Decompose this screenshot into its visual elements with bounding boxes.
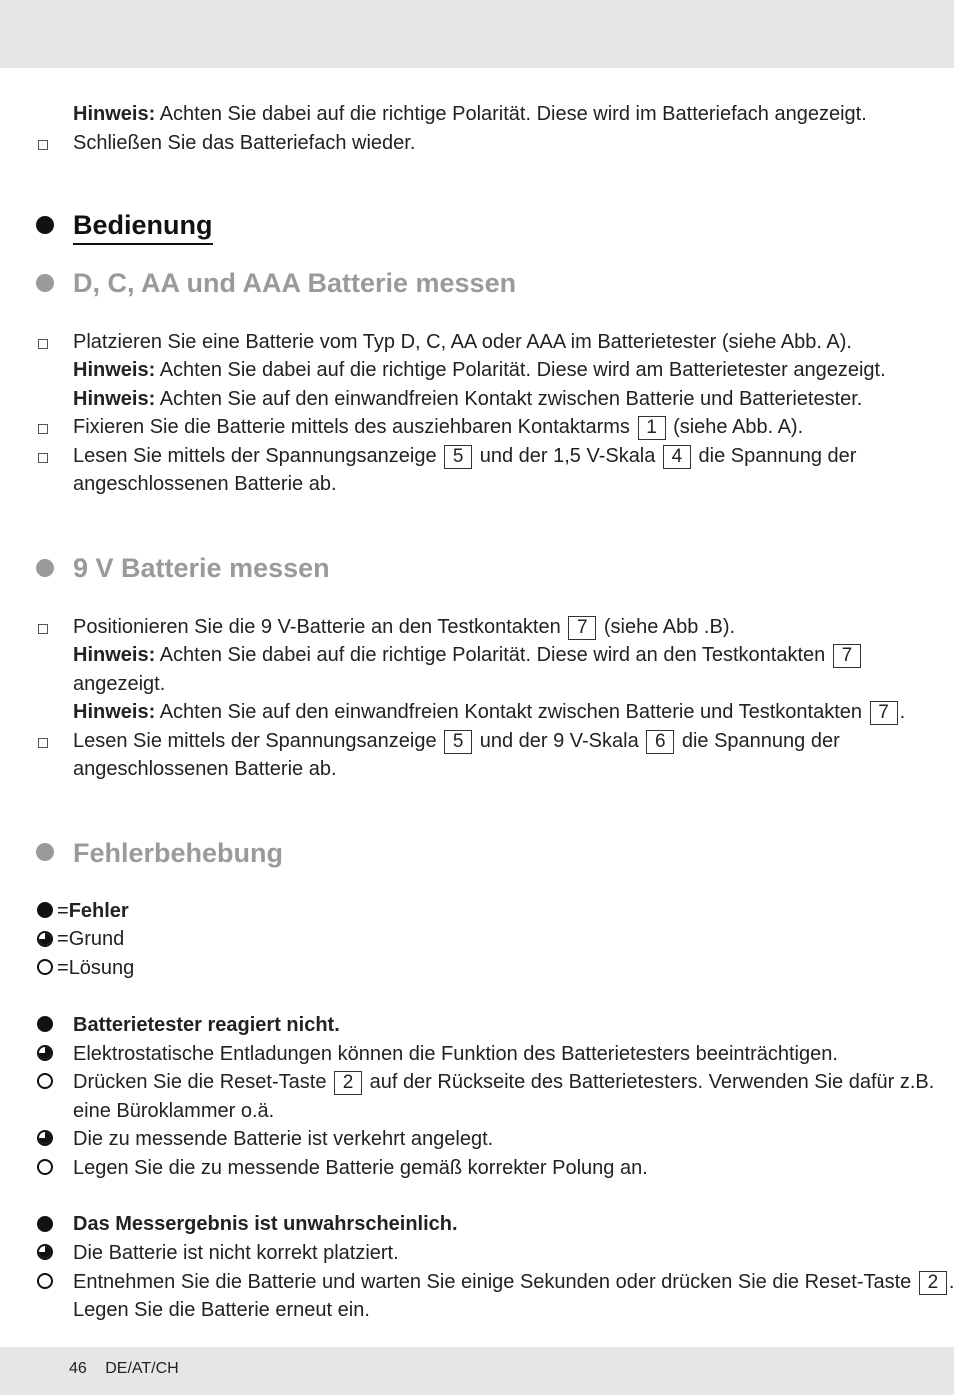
legend-grund: [57, 926, 124, 952]
step-text: und der 1,5 V-Skala: [479, 445, 656, 467]
step-text: (siehe Abb .B).: [603, 616, 736, 638]
solution-text: [73, 1269, 954, 1295]
part-number-box: 4: [663, 445, 691, 469]
cause-text: Die Batterie ist nicht korrekt platziert.: [73, 1242, 399, 1264]
footer: [69, 1360, 193, 1378]
step-read-voltage-9v-cont: angeschlossenen Batterie ab.: [73, 758, 337, 780]
hinweis-text: Achten Sie dabei auf die richtige Polarität. Diese wird am Batterietester angezeigt.: [159, 359, 886, 381]
hinweis-label: Hinweis:: [73, 644, 156, 666]
step-text: Fixieren Sie die Batterie mittels des ausziehbaren Kontaktarms: [73, 416, 630, 438]
step-text: die Spannung der: [681, 730, 840, 752]
part-number-box: 7: [833, 644, 861, 668]
equals-sign: =: [57, 928, 69, 950]
step-fix-battery: [73, 414, 803, 440]
hinweis-contact: [73, 386, 862, 412]
legend-loesung: [57, 955, 134, 981]
hinweis-label: Hinweis:: [73, 359, 156, 381]
problem-title: Batterietester reagiert nicht.: [73, 1014, 340, 1036]
loesung-icon: [37, 1073, 53, 1089]
legend-label: Fehler: [68, 900, 129, 922]
step-read-voltage-cont: angeschlossenen Batterie ab.: [73, 473, 337, 495]
locale-label: DE/AT/CH: [105, 1360, 179, 1377]
part-number-box: 7: [870, 701, 898, 725]
step-text: Drücken Sie die Reset-Taste: [73, 1071, 327, 1093]
legend-label: Grund: [68, 928, 125, 950]
section-bullet-icon: [36, 559, 54, 577]
part-number-box: 6: [646, 730, 674, 754]
grund-icon: [37, 1244, 53, 1260]
part-number-box: 2: [919, 1271, 947, 1295]
hinweis-contact-9v: [73, 699, 905, 725]
step-text: Entnehmen Sie die Batterie und warten Sie einige Sekunden oder drücken Sie die Reset-Taste: [73, 1271, 912, 1293]
hinweis-polarity-9v: [73, 642, 863, 668]
part-number-box: 2: [334, 1071, 362, 1095]
fehler-icon: [37, 1016, 53, 1032]
grund-icon: [37, 1130, 53, 1146]
section-title-fehlerbehebung: Fehlerbehebung: [73, 838, 284, 868]
grund-icon: [37, 1045, 53, 1061]
punctuation: .: [899, 701, 906, 723]
section-bullet-icon: [36, 274, 54, 292]
hinweis-text: Achten Sie auf den einwandfreien Kontakt zwischen Batterie und Batterietester.: [159, 388, 863, 410]
loesung-icon: [37, 1159, 53, 1175]
checkbox-bullet: [38, 140, 48, 150]
solution-text-cont: eine Büroklammer o.ä.: [73, 1100, 275, 1122]
hinweis-label: Hinweis:: [73, 103, 156, 125]
step-text: (siehe Abb. A).: [673, 416, 804, 438]
step-read-voltage: [73, 443, 856, 469]
section-title-bedienung: Bedienung: [73, 208, 213, 245]
hinweis-text: Achten Sie dabei auf die richtige Polarität. Diese wird an den Testkontakten: [159, 644, 826, 666]
part-number-box: 5: [444, 730, 472, 754]
fehler-icon: [37, 902, 53, 918]
step-text: die Spannung der: [698, 445, 857, 467]
step-place-battery: Platzieren Sie eine Batterie vom Typ D, C, AA oder AAA im Batterietester (siehe Abb. A).: [73, 331, 852, 353]
step-close-compartment: Schließen Sie das Batteriefach wieder.: [73, 132, 416, 154]
legend-fehler: [57, 898, 129, 924]
step-read-voltage-9v: [73, 728, 840, 754]
step-text: Lesen Sie mittels der Spannungsanzeige: [73, 730, 437, 752]
header-bar: [0, 0, 954, 68]
part-number-box: 7: [568, 616, 596, 640]
hinweis-text: Achten Sie auf den einwandfreien Kontakt zwischen Batterie und Testkontakten: [159, 701, 863, 723]
section-title-dcaa: D, C, AA und AAA Batterie messen: [73, 268, 517, 298]
punctuation: .: [948, 1271, 954, 1293]
section-title-9v: 9 V Batterie messen: [73, 553, 330, 583]
checkbox-bullet: [38, 738, 48, 748]
checkbox-bullet: [38, 624, 48, 634]
hinweis-polarity-compartment: [73, 101, 867, 127]
hinweis-label: Hinweis:: [73, 388, 156, 410]
solution-text-cont: Legen Sie die Batterie erneut ein.: [73, 1299, 370, 1321]
solution-text: [73, 1069, 934, 1095]
loesung-icon: [37, 959, 53, 975]
section-bullet-icon: [36, 216, 54, 234]
problem-title: Das Messergebnis ist unwahrscheinlich.: [73, 1213, 458, 1235]
section-bullet-icon: [36, 843, 54, 861]
part-number-box: 5: [444, 445, 472, 469]
equals-sign: =: [57, 900, 69, 922]
hinweis-polarity: [73, 357, 886, 383]
part-number-box: 1: [638, 416, 666, 440]
hinweis-text-cont: angezeigt.: [73, 673, 166, 695]
grund-icon: [37, 931, 53, 947]
step-position-9v: [73, 614, 735, 640]
checkbox-bullet: [38, 453, 48, 463]
solution-text: Legen Sie die zu messende Batterie gemäß korrekter Polung an.: [73, 1157, 648, 1179]
hinweis-label: Hinweis:: [73, 701, 156, 723]
equals-sign: =: [57, 957, 69, 979]
loesung-icon: [37, 1273, 53, 1289]
checkbox-bullet: [38, 339, 48, 349]
step-text: auf der Rückseite des Batterietesters. Verwenden Sie dafür z.B.: [369, 1071, 935, 1093]
checkbox-bullet: [38, 424, 48, 434]
step-text: Lesen Sie mittels der Spannungsanzeige: [73, 445, 437, 467]
step-text: Positionieren Sie die 9 V-Batterie an den Testkontakten: [73, 616, 561, 638]
hinweis-text: Achten Sie dabei auf die richtige Polarität. Diese wird im Batteriefach angezeigt.: [159, 103, 867, 125]
page-number: 46: [69, 1360, 87, 1377]
cause-text: Elektrostatische Entladungen können die Funktion des Batterietesters beeinträchtigen.: [73, 1043, 838, 1065]
fehler-icon: [37, 1216, 53, 1232]
step-text: und der 9 V-Skala: [479, 730, 639, 752]
cause-text: Die zu messende Batterie ist verkehrt angelegt.: [73, 1128, 494, 1150]
legend-label: Lösung: [68, 957, 135, 979]
